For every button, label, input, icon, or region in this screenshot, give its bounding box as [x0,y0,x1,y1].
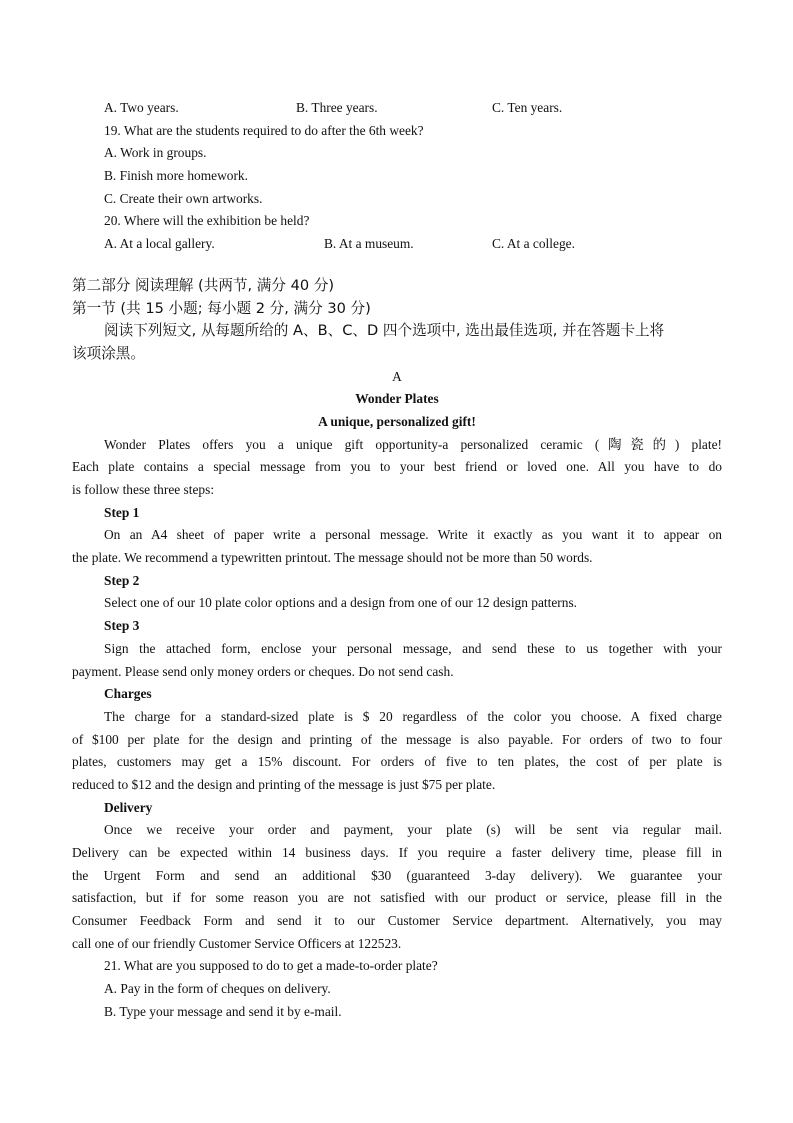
step1-line-2: the plate. We recommend a typewritten printout. The message should not be more than 50 words. [72,550,593,566]
passage-subtitle: A unique, personalized gift! [318,413,476,429]
charges-line-2: of $100 per plate for the design and printing of the message is also payable. For orders of two to four [72,731,722,747]
delivery-line-6: call one of our friendly Customer Service Officers at 122523. [72,935,402,951]
instruction-line-2: 该项涂黑。 [72,344,145,362]
q18-option-c: C. Ten years. [492,100,563,115]
exam-page [72,97,722,1024]
step2-heading: Step 2 [104,572,140,588]
q19-option-c: C. Create their own artworks. [104,190,263,206]
q18-option-b: B. Three years. [296,100,378,115]
delivery-line-5: Consumer Feedback Form and send it to our Customer Service department. Alternatively, you may [72,913,722,929]
q20-option-b: B. At a museum. [324,236,414,252]
charges-line-3: plates, customers may get a 15% discount. For orders of five to ten plates, the cost of per plate is [72,754,722,770]
charges-heading: Charges [104,686,152,702]
q21-option-b: B. Type your message and send it by e-mail. [104,1003,342,1019]
q21-option-a: A. Pay in the form of cheques on delivery. [104,981,331,997]
step3-line-1: Sign the attached form, enclose your personal message, and send these to us together with your [104,640,722,656]
charges-line-1: The charge for a standard-sized plate is $ 20 regardless of the color you choose. A fixed charge [104,708,722,724]
q18-options [72,97,722,120]
step1-line-1: On an A4 sheet of paper write a personal message. Write it exactly as you want it to appear on [104,527,722,543]
delivery-line-4: satisfaction, but if for some reason you are not satisfied with our product or service, please fill in the [72,890,722,906]
q20-option-a: A. At a local gallery. [104,236,215,252]
q20-options [72,233,722,256]
passage-letter: A [392,368,402,384]
delivery-line-2: Delivery can be expected within 14 business days. If you require a faster delivery time, please fill in [72,845,722,860]
q20-option-c: C. At a college. [492,236,575,252]
q18-option-a: A. Two years. [104,100,179,115]
q20-stem: 20. Where will the exhibition be held? [104,213,310,229]
q19-option-a: A. Work in groups. [104,145,207,161]
section1-title: 第一节 (共 15 小题; 每小题 2 分, 满分 30 分) [72,299,371,317]
intro-line-3: is follow these three steps: [72,482,215,497]
q19-stem: 19. What are the students required to do after the 6th week? [104,122,424,138]
part2-title: 第二部分 阅读理解 (共两节, 满分 40 分) [72,276,335,294]
step2-line-1: Select one of our 10 plate color options and a design from one of our 12 design patterns. [104,595,578,611]
step1-heading: Step 1 [104,504,140,520]
step3-line-2: payment. Please send only money orders or cheques. Do not send cash. [72,663,454,679]
delivery-line-1: Once we receive your order and payment, your plate (s) will be sent via regular mail. [104,822,722,838]
charges-line-4: reduced to $12 and the design and printing of the message is just $75 per plate. [72,776,496,792]
step3-heading: Step 3 [104,618,140,634]
delivery-line-3: the Urgent Form and send an additional $30 (guaranteed 3-day delivery). We guarantee your [72,867,722,883]
intro-line-2: Each plate contains a special message from you to your best friend or loved one. All you have to do [72,459,722,475]
instruction-line-1: 阅读下列短文, 从每题所给的 A、B、C、D 四个选项中, 选出最佳选项, 并在答题卡上将 [104,322,665,340]
passage-title: Wonder Plates [355,391,439,407]
delivery-heading: Delivery [104,799,153,815]
q19-option-b: B. Finish more homework. [104,168,248,184]
q21-stem: 21. What are you supposed to do to get a made-to-order plate? [104,958,438,974]
intro-line-1: Wonder Plates offers you a unique gift opportunity-a personalized ceramic (陶瓷的) plate! [104,436,722,452]
